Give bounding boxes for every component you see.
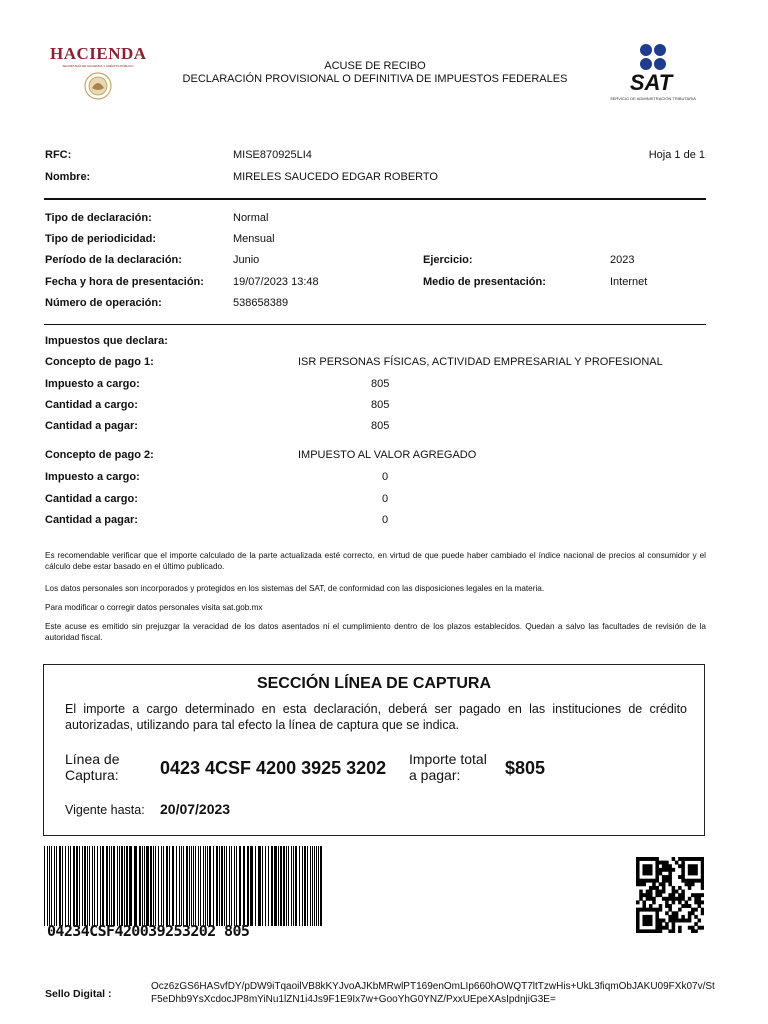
periodicidad-label: Tipo de periodicidad: [45, 233, 157, 245]
medio-label: Medio de presentación: [423, 276, 546, 288]
importe-label-line2: a pagar: [409, 767, 461, 783]
concepto2-value: IMPUESTO AL VALOR AGREGADO [298, 449, 477, 461]
c1-cantidad-pagar-label: Cantidad a pagar: [45, 420, 138, 432]
note-sin-prejuzgar: Este acuse es emitido sin prejuzgar la veracidad de los datos asentados ni el cumplimiento dentro de los plazos establecidos. Quedan a salvo las facultades de revisión de la autoridad fiscal. [45, 622, 706, 642]
divider-thin [44, 324, 706, 325]
concepto2-label: Concepto de pago 2: [45, 449, 154, 461]
document-title [150, 60, 600, 86]
hacienda-logo-subtitle: SECRETARÍA DE HACIENDA Y CRÉDITO PÚBLICO [62, 64, 134, 68]
c2-cantidad-pagar-value: 0 [382, 514, 389, 526]
divider-thick [44, 198, 706, 200]
c1-impuesto-value: 805 [371, 378, 390, 390]
linea-label-line1: Línea de [65, 751, 120, 767]
periodo-value: Junio [233, 254, 260, 266]
capture-section [43, 664, 705, 836]
linea-captura-value: 0423 4CSF 4200 3925 3202 [160, 758, 387, 778]
c1-cantidad-pagar-value: 805 [371, 420, 390, 432]
c2-impuesto-label: Impuesto a cargo: [45, 471, 140, 483]
concepto1-value: ISR PERSONAS FÍSICAS, ACTIVIDAD EMPRESARIAL Y PROFESIONAL [298, 356, 663, 368]
medio-value: Internet [610, 276, 648, 288]
c2-cantidad-cargo-value: 0 [382, 493, 389, 505]
sello-digital-line1: Ocz6zGS6HASvfDY/pDW9iTqaoilVB8kKYJvoAJKbMRwlPT169enOmLIp660hOWQT7ltTzwHis+UkL3fiqmObJAKU09FXk07v/St [151, 981, 715, 992]
capture-title: SECCIÓN LÍNEA DE CAPTURA [256, 675, 492, 692]
importe-label-line1: Importe total [409, 751, 487, 767]
c1-impuesto-label: Impuesto a cargo: [45, 378, 140, 390]
rfc-value: MISE870925LI4 [233, 149, 312, 161]
c2-impuesto-value: 0 [382, 471, 389, 483]
ejercicio-label: Ejercicio: [423, 254, 473, 266]
vigente-value: 20/07/2023 [160, 801, 231, 817]
sello-digital-label: Sello Digital : [45, 988, 112, 1000]
note-datos-personales: Los datos personales son incorporados y protegidos en los sistemas del SAT, de conformidad con las disposiciones legales en la materia. [45, 584, 545, 593]
c2-cantidad-cargo-label: Cantidad a cargo: [45, 493, 138, 505]
name-value: MIRELES SAUCEDO EDGAR ROBERTO [233, 171, 438, 183]
sat-dots-icon [600, 42, 706, 72]
note-inpc: Es recomendable verificar que el importe calculado de la parte actualizada esté correcto, en virtud de que puede haber cambiado el índice nacional de precios al consumidor y el cálculo debe estar basado en el último publicado. [45, 551, 706, 571]
c1-cantidad-cargo-value: 805 [371, 399, 390, 411]
ejercicio-value: 2023 [610, 254, 635, 266]
title-line-1: ACUSE DE RECIBO [324, 60, 426, 72]
taxes-heading: Impuestos que declara: [45, 335, 168, 347]
operacion-label: Número de operación: [45, 297, 162, 309]
concepto1-label: Concepto de pago 1: [45, 356, 154, 368]
title-line-2: DECLARACIÓN PROVISIONAL O DEFINITIVA DE IMPUESTOS FEDERALES [182, 73, 568, 85]
operacion-value: 538658389 [233, 297, 289, 309]
barcode-text: 04234CSF420039253202 805 [47, 922, 250, 940]
periodicidad-value: Mensual [233, 233, 275, 245]
tipo-value: Normal [233, 212, 269, 224]
importe-total-value: $805 [505, 758, 546, 778]
note-modificar-datos: Para modificar o corregir datos personales visita sat.gob.mx [45, 603, 263, 612]
importe-total-label [409, 751, 487, 783]
hacienda-logo-text: HACIENDA [50, 44, 147, 63]
linea-label-line2: Captura: [65, 767, 119, 783]
page-indicator: Hoja 1 de 1 [648, 149, 705, 161]
linea-captura-label [65, 751, 120, 783]
sello-digital-line2: F5eDhb9YsXcdocJP8mYiNu1lZN1i4Js9F1E9Ix7w+GooYhG0YNZ/PxxUEpeXAsIpdnjiG3E= [151, 994, 556, 1005]
tipo-label: Tipo de declaración: [45, 212, 152, 224]
qr-code-icon [636, 857, 704, 933]
sat-logo-text: SAT [629, 70, 673, 95]
fecha-label: Fecha y hora de presentación: [45, 276, 204, 288]
sat-logo-subtitle: SERVICIO DE ADMINISTRACIÓN TRIBUTARIA [610, 96, 696, 101]
rfc-label: RFC: [45, 149, 72, 161]
c2-cantidad-pagar-label: Cantidad a pagar: [45, 514, 138, 526]
barcode-icon [44, 846, 326, 926]
periodo-label: Período de la declaración: [45, 254, 182, 266]
hacienda-logo [50, 44, 146, 104]
fecha-value: 19/07/2023 13:48 [233, 276, 319, 288]
vigente-label: Vigente hasta: [65, 803, 145, 817]
c1-cantidad-cargo-label: Cantidad a cargo: [45, 399, 138, 411]
sat-logo [600, 42, 706, 108]
capture-paragraph: El importe a cargo determinado en esta declaración, deberá ser pagado en las instituciones de crédito autorizadas, utilizando para tal efecto la línea de captura que se indica. [65, 702, 687, 732]
name-label: Nombre: [45, 171, 91, 183]
coat-of-arms-icon [50, 68, 146, 102]
